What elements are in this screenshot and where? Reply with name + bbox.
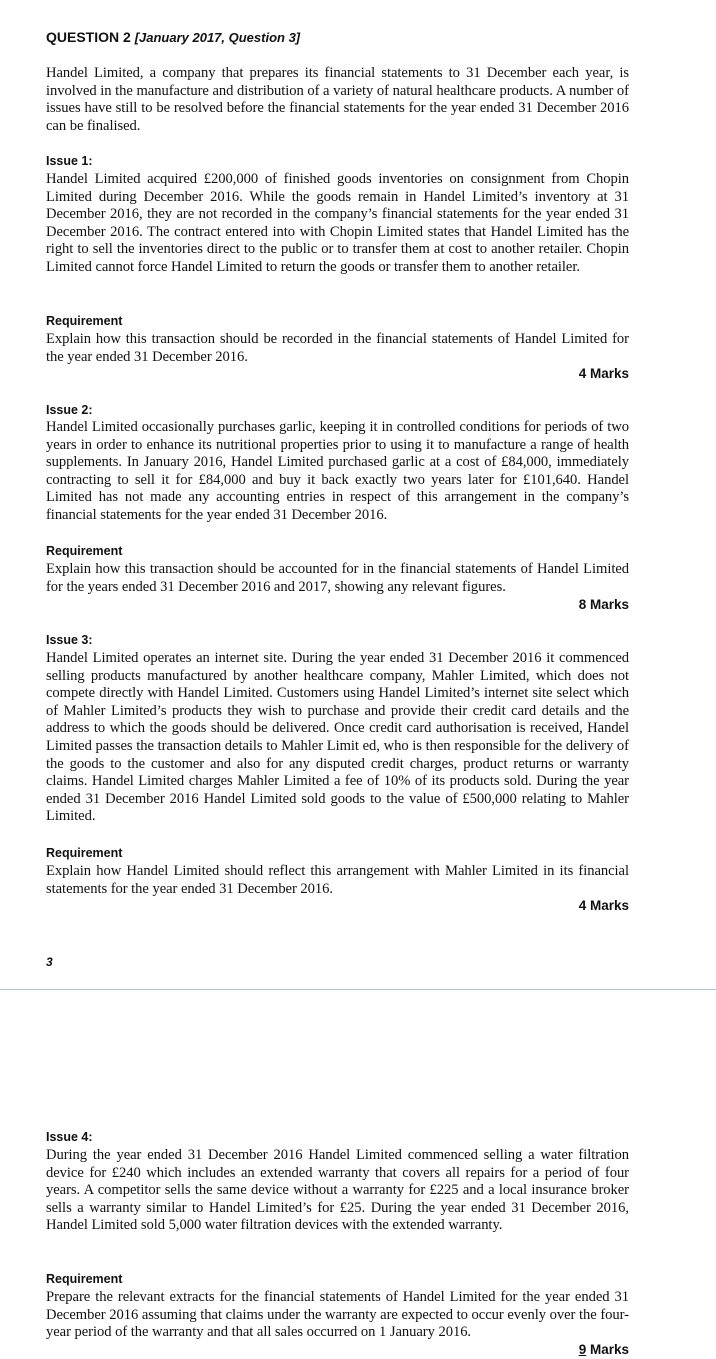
issue-3-requirement-label: Requirement <box>46 846 123 860</box>
issue-4-marks-value: 9 Marks <box>578 1342 629 1357</box>
page-number: 3 <box>46 955 53 969</box>
issue-1-marks: 4 Marks <box>578 366 629 381</box>
issue-2-label: Issue 2: <box>46 403 93 417</box>
issue-2-marks: 8 Marks <box>578 597 629 612</box>
question-title <box>46 28 629 47</box>
issue-3-requirement-text: Explain how Handel Limited should reflect this arrangement with Mahler Limited in its financial statements for the year ended 31 December 2016. <box>46 863 629 897</box>
question-source: [January 2017, Question 3] <box>134 30 301 45</box>
issue-1-text: Handel Limited acquired £200,000 of finished goods inventories on consignment from Chopin Limited during December 2016. While the goods remain in Handel Limited’s inventory at 31 December 2016, they are not recorded in the company’s financial statements for the year ended 31 December 2016. The contract entered into with Chopin Limited states that Handel Limited has the right to sell the inventories direct to the public or to transfer them at cost to another retailer. Chopin Limited cannot force Handel Limited to return the goods or transfer them to another retailer. <box>46 171 629 275</box>
page-divider <box>0 989 716 990</box>
issue-1-requirement-label: Requirement <box>46 314 123 328</box>
issue-3-label: Issue 3: <box>46 633 93 647</box>
issue-4-requirement-label: Requirement <box>46 1272 123 1286</box>
question-number: QUESTION 2 <box>46 29 131 45</box>
issue-1-label: Issue 1: <box>46 154 93 168</box>
issue-4-label: Issue 4: <box>46 1130 93 1144</box>
issue-3-marks: 4 Marks <box>578 898 629 913</box>
intro-paragraph: Handel Limited, a company that prepares its financial statements to 31 December each year, is involved in the manufacture and distribution of a variety of natural healthcare products. A number of issues have still to be resolved before the financial statements for the year ended 31 December 2016 can be finalised. <box>46 65 629 134</box>
issue-4-marks <box>46 1341 629 1359</box>
issue-3-text: Handel Limited operates an internet site. During the year ended 31 December 2016 it commenced selling products manufactured by another healthcare company, Mahler Limited, which does not compete directly with Handel Limited. Customers using Handel Limited’s internet site select which of Mahler Limited’s products they wish to purchase and provide their credit card details and the address to which the goods should be delivered. Once credit card authorisation is received, Handel Limited passes the transaction details to Mahler Limit ed, who is then responsible for the delivery of the goods to the customer and also for any disputed credit charges, product returns or warranty claims. Handel Limited charges Mahler Limited a fee of 10% of its products sold. During the year ended 31 December 2016 Handel Limited sold goods to the value of £500,000 relating to Mahler Limited. <box>46 650 629 825</box>
issue-2-text: Handel Limited occasionally purchases garlic, keeping it in controlled conditions for periods of two years in order to enhance its nutritional properties prior to using it to manufacture a range of health supplements. In January 2016, Handel Limited purchased garlic at a cost of £84,000, immediately contracting to sell it for £84,000 and buy it back exactly two years later for £101,640. Handel Limited has not made any accounting entries in respect of this arrangement in the company’s financial statements for the year ended 31 December 2016. <box>46 419 629 523</box>
issue-2-requirement-text: Explain how this transaction should be accounted for in the financial statements of Handel Limited for the years ended 31 December 2016 and 2017, showing any relevant figures. <box>46 561 629 595</box>
issue-4-requirement-text: Prepare the relevant extracts for the financial statements of Handel Limited for the year ended 31 December 2016 assuming that claims under the warranty are expected to occur evenly over the four-year period of the warranty and that all sales occurred on 1 January 2016. <box>46 1289 629 1341</box>
issue-2-requirement-label: Requirement <box>46 544 123 558</box>
issue-1-requirement-text: Explain how this transaction should be recorded in the financial statements of Handel Limited for the year ended 31 December 2016. <box>46 331 629 365</box>
issue-4-text: During the year ended 31 December 2016 Handel Limited commenced selling a water filtration device for £240 which includes an extended warranty that covers all repairs for a period of four years. A competitor sells the same device without a warranty for £225 and a local insurance broker sells a warranty similar to Handel Limited’s for £25. During the year ended 31 December 2016, Handel Limited sold 5,000 water filtration devices with the extended warranty. <box>46 1147 629 1234</box>
